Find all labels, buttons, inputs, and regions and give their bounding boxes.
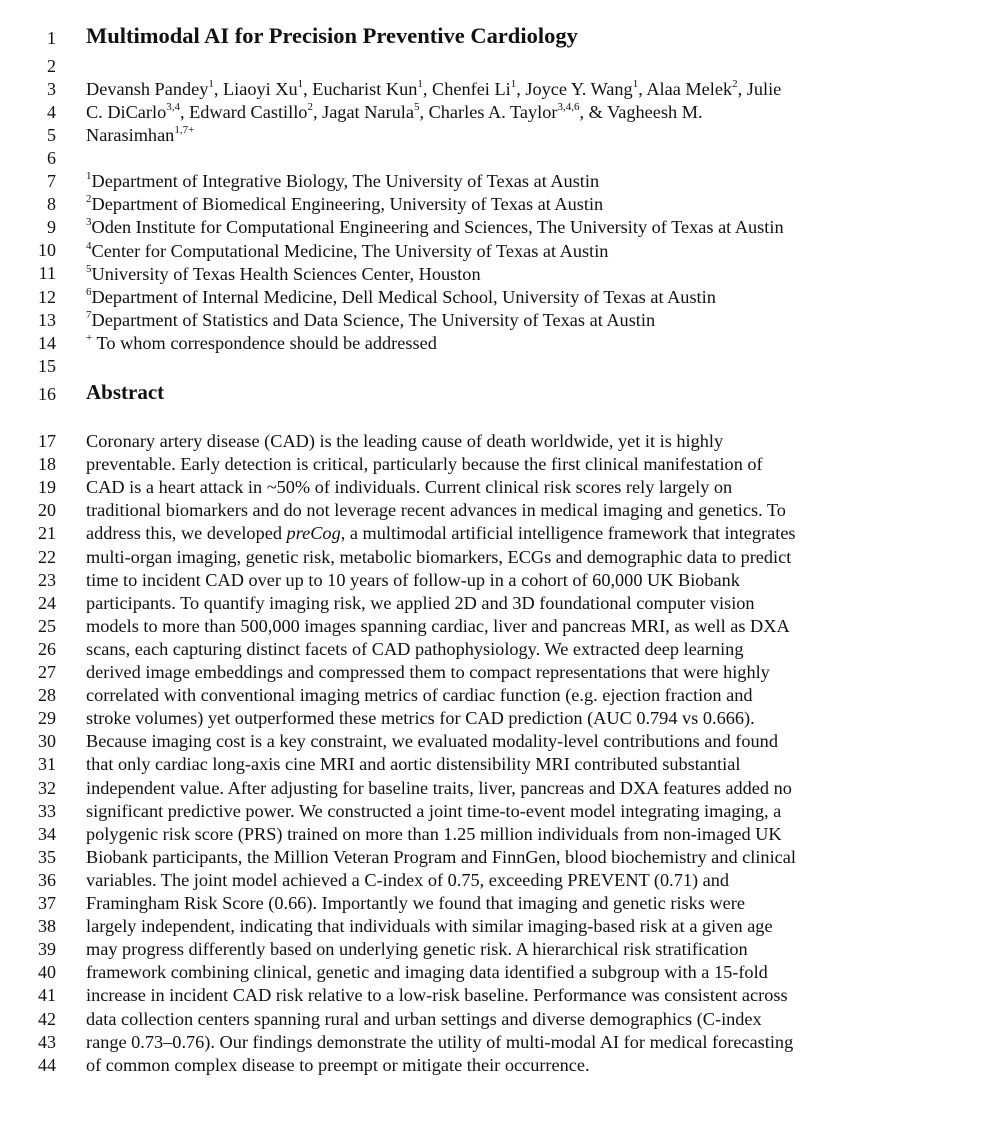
abstract-line: traditional biomarkers and do not leverage recent advances in medical imaging and genetics. To xyxy=(86,500,786,521)
line-number: 18 xyxy=(38,454,56,475)
paper-title: Multimodal AI for Precision Preventive Cardiology xyxy=(86,23,578,48)
author-name: Narasimhan xyxy=(86,125,175,145)
affiliation xyxy=(86,332,437,355)
line-number: 32 xyxy=(38,777,56,798)
line-number: 2 xyxy=(47,56,56,76)
line-number: 30 xyxy=(38,731,56,752)
abstract-line: CAD is a heart attack in ~50% of individuals. Current clinical risk scores rely largely on xyxy=(86,477,733,498)
affiliation-text: Department of Integrative Biology, The University of Texas at Austin xyxy=(91,171,600,191)
line-number: 20 xyxy=(38,500,56,521)
affiliation-text: University of Texas Health Sciences Center, Houston xyxy=(91,263,481,284)
line-number: 14 xyxy=(38,333,56,353)
line-number: 28 xyxy=(38,685,56,706)
abstract-line: largely independent, indicating that individuals with similar imaging-based risk at a given age xyxy=(86,916,773,937)
author-affil-mark: 3,4 xyxy=(166,100,180,113)
framework-name: preCog xyxy=(286,523,341,544)
line-number: 11 xyxy=(38,263,56,283)
affiliation-mark: 5 xyxy=(86,262,92,275)
affiliation xyxy=(86,309,655,332)
affiliation-text: Department of Biomedical Engineering, University of Texas at Austin xyxy=(91,194,604,215)
author-name: , Charles A. Taylor xyxy=(419,102,558,122)
affiliation-text: Department of Internal Medicine, Dell Medical School, University of Texas at Austin xyxy=(91,287,716,307)
affiliation-mark: 4 xyxy=(86,239,92,252)
abstract-line: significant predictive power. We constructed a joint time-to-event model integrating imaging, a xyxy=(86,800,782,821)
abstract-line: data collection centers spanning rural and urban settings and diverse demographics (C-index xyxy=(86,1008,762,1029)
author-line-3 xyxy=(86,124,194,147)
line-number: 23 xyxy=(38,569,56,590)
line-number: 13 xyxy=(38,310,56,330)
author-name: , Eucharist Kun xyxy=(303,79,418,99)
line-number: 17 xyxy=(38,431,56,451)
abstract-heading: Abstract xyxy=(86,380,165,404)
line-number: 42 xyxy=(38,1008,56,1029)
abstract-text: address this, we developed xyxy=(86,523,287,544)
abstract-line: Biobank participants, the Million Veteran Program and FinnGen, blood biochemistry and clinical xyxy=(86,846,796,867)
line-number: 6 xyxy=(47,148,56,168)
author-affil-mark: 2 xyxy=(307,100,313,113)
line-number: 5 xyxy=(47,125,56,145)
abstract-line: correlated with conventional imaging metrics of cardiac function (e.g. ejection fraction and xyxy=(86,685,753,706)
abstract-line: Because imaging cost is a key constraint, we evaluated modality-level contributions and found xyxy=(86,731,778,752)
line-number: 3 xyxy=(47,79,56,99)
line-number: 24 xyxy=(38,592,56,613)
line-number: 35 xyxy=(38,846,56,867)
abstract-line: that only cardiac long-axis cine MRI and aortic distensibility MRI contributed substantial xyxy=(86,754,741,775)
line-number: 31 xyxy=(38,754,56,775)
abstract-text: , a multimodal artificial intelligence framework that integrates xyxy=(340,523,796,544)
abstract-line: participants. To quantify imaging risk, we applied 2D and 3D foundational computer vision xyxy=(86,592,755,613)
affiliation xyxy=(86,286,716,309)
line-number: 8 xyxy=(47,194,56,214)
affiliation-mark: 7 xyxy=(86,309,92,322)
line-number: 22 xyxy=(38,546,56,567)
abstract-line: variables. The joint model achieved a C-index of 0.75, exceeding PREVENT (0.71) and xyxy=(86,869,730,890)
author-affil-mark: 2 xyxy=(732,77,738,90)
affiliation-text: Department of Statistics and Data Science, The University of Texas at Austin xyxy=(91,310,656,331)
affiliation-mark: 6 xyxy=(86,285,92,298)
line-number: 9 xyxy=(47,217,56,237)
author-name: , Alaa Melek xyxy=(638,79,733,99)
line-number: 37 xyxy=(38,893,56,913)
line-number: 15 xyxy=(38,356,56,376)
abstract-line: polygenic risk score (PRS) trained on more than 1.25 million individuals from non-imaged UK xyxy=(86,823,782,844)
line-number: 16 xyxy=(38,384,56,404)
line-number: 36 xyxy=(38,869,56,890)
line-number: 4 xyxy=(47,102,56,122)
line-number: 43 xyxy=(38,1031,56,1052)
line-number: 41 xyxy=(38,985,56,1006)
abstract-line: increase in incident CAD risk relative to a low-risk baseline. Performance was consistent across xyxy=(86,985,788,1006)
abstract-line: framework combining clinical, genetic and imaging data identified a subgroup with a 15-fold xyxy=(86,962,768,983)
line-number: 39 xyxy=(38,939,56,960)
abstract-line: preventable. Early detection is critical, particularly because the first clinical manifestation of xyxy=(86,454,763,475)
abstract-line: independent value. After adjusting for baseline traits, liver, pancreas and DXA features added no xyxy=(86,777,792,798)
author-line-1 xyxy=(86,78,781,101)
abstract-line: models to more than 500,000 images spanning cardiac, liver and pancreas MRI, as well as DXA xyxy=(86,615,790,636)
affiliation-mark: 1 xyxy=(86,169,92,182)
line-number: 1 xyxy=(47,28,56,48)
abstract-line: may progress differently based on underlying genetic risk. A hierarchical risk stratification xyxy=(86,939,748,960)
line-number: 27 xyxy=(38,662,56,682)
author-affil-mark: 3,4,6 xyxy=(557,100,580,113)
line-number: 38 xyxy=(38,916,56,937)
author-name: , Chenfei Li xyxy=(422,79,511,99)
affiliation xyxy=(86,263,481,286)
line-number: 40 xyxy=(38,962,56,983)
author-line-2 xyxy=(86,101,703,124)
affiliation-mark: 2 xyxy=(86,193,92,206)
abstract-line: derived image embeddings and compressed them to compact representations that were highly xyxy=(86,662,770,682)
abstract-line: multi-organ imaging, genetic risk, metabolic biomarkers, ECGs and demographic data to predict xyxy=(86,546,792,567)
author-affil-mark: 1 xyxy=(510,77,517,90)
author-affil-mark: 1 xyxy=(632,77,639,90)
author-affil-mark: 1 xyxy=(208,77,214,90)
abstract-line: time to incident CAD over up to 10 years of follow-up in a cohort of 60,000 UK Biobank xyxy=(86,569,740,590)
line-number: 44 xyxy=(38,1054,56,1075)
line-number: 7 xyxy=(47,171,56,191)
line-number: 26 xyxy=(38,638,56,659)
abstract-line xyxy=(86,522,796,545)
affiliation xyxy=(86,216,784,239)
author-affil-mark: 1,7+ xyxy=(174,123,195,136)
author-name: , Edward Castillo xyxy=(179,102,308,122)
author-name: Devansh Pandey xyxy=(86,79,209,99)
affiliation xyxy=(86,170,599,193)
affiliation xyxy=(86,193,603,216)
line-number: 21 xyxy=(38,523,56,544)
abstract-line: Coronary artery disease (CAD) is the leading cause of death worldwide, yet it is highly xyxy=(86,431,724,451)
line-number: 34 xyxy=(38,823,56,844)
line-number: 33 xyxy=(38,800,56,821)
affiliation-mark: + xyxy=(86,332,93,345)
line-number: 29 xyxy=(38,708,56,729)
abstract-line: range 0.73–0.76). Our findings demonstrate the utility of multi-modal AI for medical forecasting xyxy=(86,1031,794,1052)
line-number: 10 xyxy=(38,240,56,260)
author-name: , Joyce Y. Wang xyxy=(516,79,633,99)
line-number: 12 xyxy=(38,287,56,307)
author-name: , Jagat Narula xyxy=(312,102,414,122)
author-affil-mark: 1 xyxy=(297,77,304,90)
affiliation-text: Center for Computational Medicine, The University of Texas at Austin xyxy=(91,240,609,261)
author-affil-mark: 1 xyxy=(417,77,423,90)
affiliation-text: Oden Institute for Computational Engineering and Sciences, The University of Texas at Austin xyxy=(91,217,784,238)
line-number: 19 xyxy=(38,477,56,498)
author-name: , Liaoyi Xu xyxy=(213,79,298,99)
abstract-line: of common complex disease to preempt or mitigate their occurrence. xyxy=(86,1054,590,1075)
affiliation-mark: 3 xyxy=(86,216,92,229)
author-name: C. DiCarlo xyxy=(86,102,167,122)
abstract-line: Framingham Risk Score (0.66). Importantly we found that imaging and genetic risks were xyxy=(86,893,745,913)
author-name: , & Vagheesh M. xyxy=(579,102,703,122)
affiliation xyxy=(86,240,608,263)
line-number: 25 xyxy=(38,615,56,636)
abstract-line: stroke volumes) yet outperformed these metrics for CAD prediction (AUC 0.794 vs 0.666). xyxy=(86,708,755,729)
author-name: , Julie xyxy=(737,79,782,99)
abstract-line: scans, each capturing distinct facets of CAD pathophysiology. We extracted deep learning xyxy=(86,638,744,659)
affiliation-text: To whom correspondence should be addressed xyxy=(96,333,437,354)
author-affil-mark: 5 xyxy=(413,100,420,113)
